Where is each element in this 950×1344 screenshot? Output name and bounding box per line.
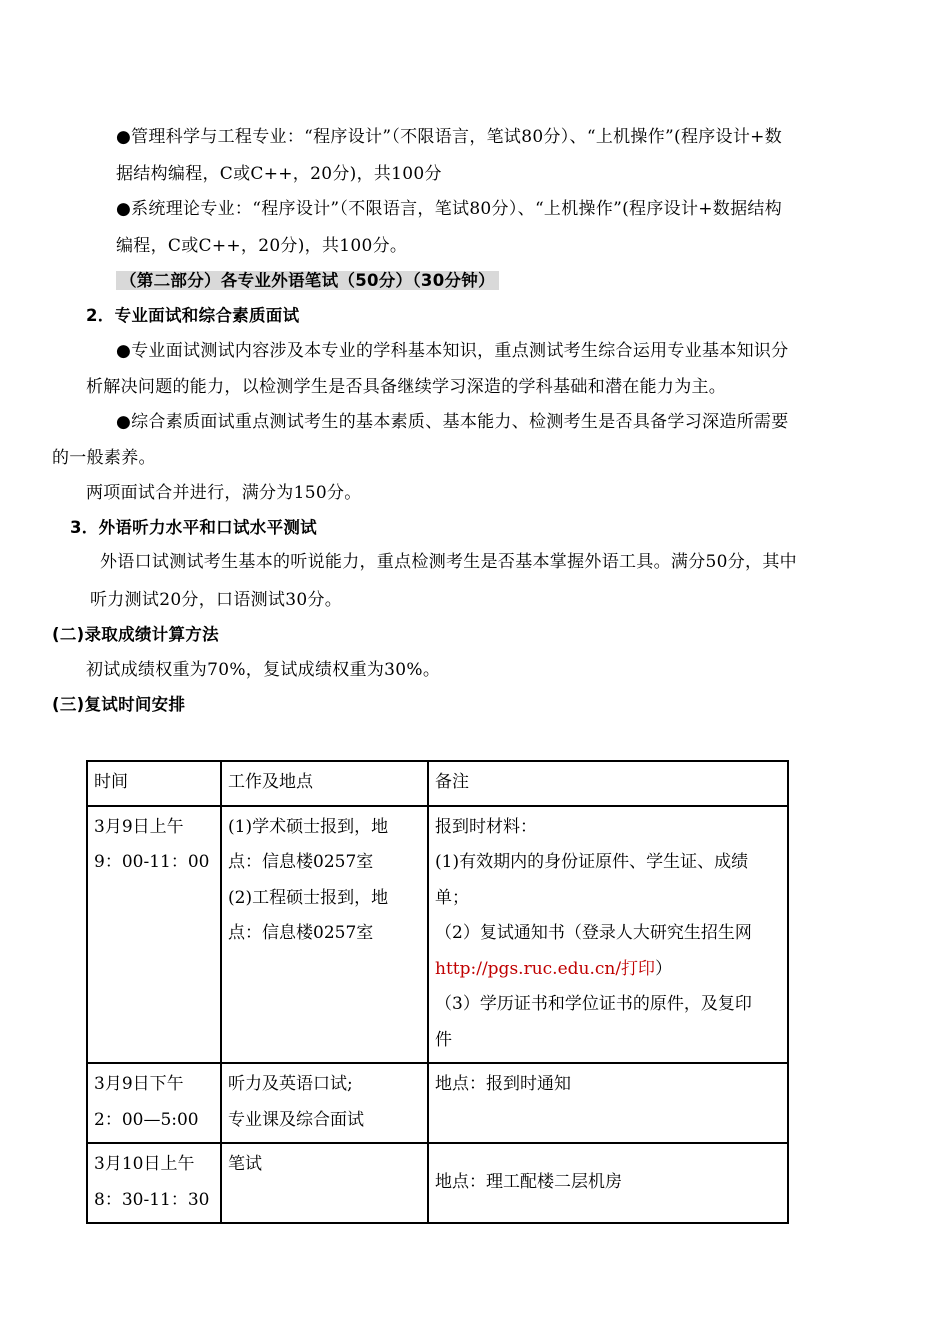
row1-time-line1: 3月9日上午 xyxy=(94,816,184,837)
row2-time-line1: 3月9日下午 xyxy=(94,1074,184,1094)
paragraph-quality-line1: ●综合素质面试重点测试考生的基本素质、基本能力、检测考生是否具备学习深造所需要 xyxy=(116,412,789,432)
row3-work-line1: 笔试 xyxy=(228,1154,262,1174)
row1-time xyxy=(87,806,221,1064)
row1-notes-line3: 单； xyxy=(435,887,469,908)
paragraph-quality-line2: 的一般素养。 xyxy=(52,448,156,468)
row2-time-line2: 2：00—5:00 xyxy=(94,1109,199,1130)
row1-time-line2: 9：00-11：00 xyxy=(94,852,210,872)
row1-work xyxy=(221,806,428,1064)
header-time: 时间 xyxy=(87,761,221,806)
row3-work xyxy=(221,1143,428,1223)
row1-work-line1: (1)学术硕士报到，地 xyxy=(228,816,389,837)
row2-work-line1: 听力及英语口试; xyxy=(228,1074,353,1094)
row2-work xyxy=(221,1063,428,1143)
row2-work-line2: 专业课及综合面试 xyxy=(228,1109,364,1130)
row1-notes xyxy=(428,806,788,1064)
row3-time xyxy=(87,1143,221,1223)
row1-notes-line6: 件 xyxy=(435,1029,452,1050)
paragraph-professional-line2: 析解决问题的能力，以检测学生是否具备继续学习深造的学科基础和潜在能力为主。 xyxy=(86,377,727,397)
heading-interview: 2．专业面试和综合素质面试 xyxy=(86,306,300,325)
row2-notes-line1: 地点：报到时通知 xyxy=(435,1074,571,1094)
row1-notes-line5: （3）学历证书和学位证书的原件，及复印 xyxy=(435,994,752,1014)
row3-time-line2: 8：30-11：30 xyxy=(94,1189,210,1210)
paragraph-score: 两项面试合并进行，满分为150分。 xyxy=(86,483,362,503)
row1-work-line3: (2)工程硕士报到，地 xyxy=(228,887,389,908)
row1-notes-url-line xyxy=(435,952,781,988)
part2-highlight: （第二部分）各专业外语笔试（50分）（30分钟） xyxy=(116,271,499,290)
row3-notes xyxy=(428,1143,788,1223)
paragraph-system-line1: ●系统理论专业：“程序设计”（不限语言，笔试80分）、“上机操作”(程序设计+数据结构 xyxy=(116,199,783,219)
paragraph-oral-line2: 听力测试20分，口语测试30分。 xyxy=(90,590,343,610)
row1-notes-line2: (1)有效期内的身份证原件、学生证、成绩 xyxy=(435,852,749,872)
row1-notes-line1: 报到时材料： xyxy=(435,816,537,837)
header-work: 工作及地点 xyxy=(221,761,428,806)
table-header-row xyxy=(87,761,788,806)
heading-language: 3．外语听力水平和口试水平测试 xyxy=(70,518,317,537)
table-row xyxy=(87,1143,788,1223)
section-schedule-heading: (三)复试时间安排 xyxy=(52,695,186,714)
header-notes: 备注 xyxy=(428,761,788,806)
admissions-url-link[interactable]: http://pgs.ruc.edu.cn/打印 xyxy=(435,958,656,979)
part2-heading xyxy=(116,270,499,292)
paragraph-system-line2: 编程，C或C++，20分)，共100分。 xyxy=(116,236,408,256)
table-row xyxy=(87,806,788,1064)
table-row xyxy=(87,1063,788,1143)
row1-work-line4: 点：信息楼0257室 xyxy=(228,923,374,943)
paragraph-management-line2: 据结构编程，C或C++，20分)，共100分 xyxy=(116,164,442,184)
url-close-paren: ） xyxy=(655,958,673,979)
paragraph-management-line1: ●管理科学与工程专业：“程序设计”（不限语言，笔试80分）、“上机操作”(程序设计+数 xyxy=(116,127,783,147)
section-admission-heading: (二)录取成绩计算方法 xyxy=(52,625,219,644)
row3-time-line1: 3月10日上午 xyxy=(94,1154,195,1174)
row3-notes-line1: 地点：理工配楼二层机房 xyxy=(435,1171,622,1192)
row1-notes-line4: （2）复试通知书（登录人大研究生招生网 xyxy=(435,923,752,943)
paragraph-weights: 初试成绩权重为70%，复试成绩权重为30%。 xyxy=(86,660,441,680)
paragraph-professional-line1: ●专业面试测试内容涉及本专业的学科基本知识，重点测试考生综合运用专业基本知识分 xyxy=(116,341,789,361)
paragraph-oral-line1: 外语口试测试考生基本的听说能力，重点检测考生是否基本掌握外语工具。满分50分，其中 xyxy=(100,552,797,572)
schedule-table xyxy=(86,760,789,1224)
row2-notes xyxy=(428,1063,788,1143)
row1-work-line2: 点：信息楼0257室 xyxy=(228,852,374,872)
row2-time xyxy=(87,1063,221,1143)
